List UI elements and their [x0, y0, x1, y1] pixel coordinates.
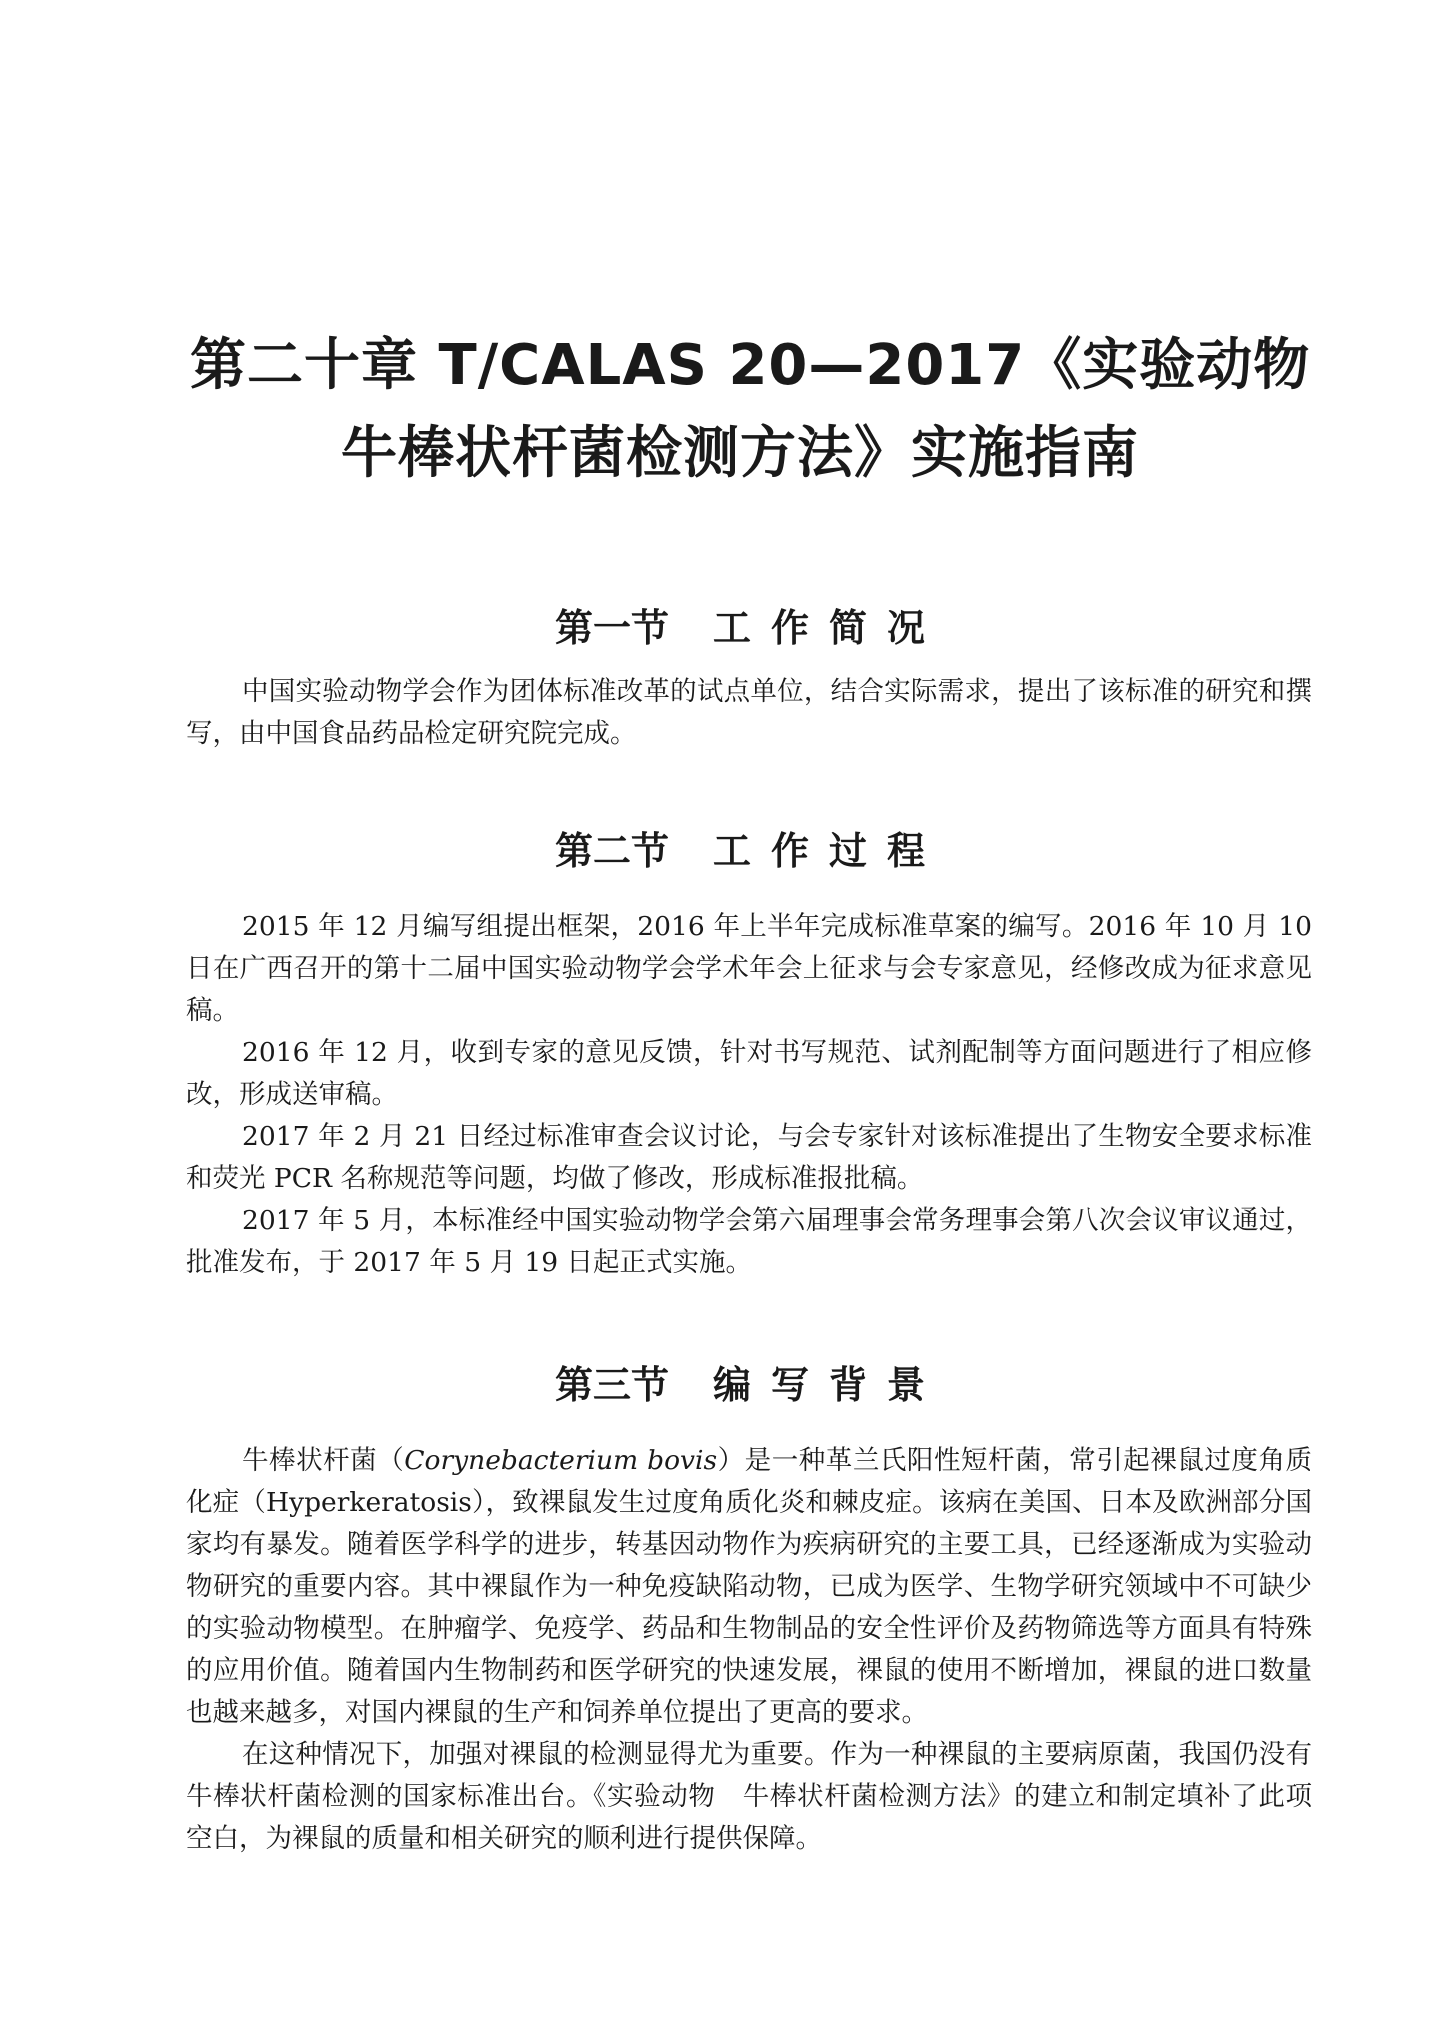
paragraph: 2016 年 12 月，收到专家的意见反馈，针对书写规范、试剂配制等方面问题进行了相应修改，形成送审稿。: [186, 1037, 1312, 1110]
paragraph: [186, 1440, 1312, 1734]
section-1-name: 工作简况: [713, 606, 946, 650]
text-run: ）是一种革兰氏阳性短杆菌，常引起裸鼠过度角质化症（Hyperkeratosis），致裸鼠发生过度角质化炎和棘皮症。该病在美国、日本及欧洲部分国家均有暴发。随着医学科学的进步，转基因动物作为疾病研究的主要工具，已经逐渐成为实验动物研究的重要内容。其中裸鼠作为一种免疫缺陷动物，已成为医学、生物学研究领域中不可缺少的实验动物模型。在肿瘤学、免疫学、药品和生物制品的安全性评价及药物筛选等方面具有特殊的应用价值。随着国内生物制药和医学研究的快速发展，裸鼠的使用不断增加，裸鼠的进口数量也越来越多，对国内裸鼠的生产和饲养单位提出了更高的要求。: [186, 1445, 1313, 1728]
section-1-heading: [188, 603, 1312, 653]
chapter-title-line-2: 牛棒状杆菌检测方法》实施指南: [341, 421, 1139, 486]
section-3-number: 第三节: [554, 1363, 669, 1407]
section-2-name: 工作过程: [713, 829, 946, 873]
section-1-number: 第一节: [554, 606, 669, 650]
chapter-title: [190, 322, 1311, 498]
section-2-number: 第二节: [554, 829, 669, 873]
paragraph: 中国实验动物学会作为团体标准改革的试点单位，结合实际需求，提出了该标准的研究和撰写，由中国食品药品检定研究院完成。: [186, 676, 1312, 749]
section-3-body: [186, 1440, 1312, 1860]
text-run: 牛棒状杆菌（: [242, 1445, 405, 1476]
section-2-heading: [188, 826, 1312, 876]
paragraph: 2017 年 5 月，本标准经中国实验动物学会第六届理事会常务理事会第八次会议审议通过，批准发布，于 2017 年 5 月 19 日起正式实施。: [186, 1205, 1312, 1278]
paragraph: 2015 年 12 月编写组提出框架，2016 年上半年完成标准草案的编写。2016 年 10 月 10 日在广西召开的第十二届中国实验动物学会学术年会上征求与会专家意见，经修改成为征求意见稿。: [186, 911, 1312, 1026]
section-2-body: [186, 906, 1312, 1284]
section-3-heading: [188, 1360, 1312, 1410]
section-1-body: [186, 671, 1312, 755]
paragraph: 2017 年 2 月 21 日经过标准审查会议讨论，与会专家针对该标准提出了生物安全要求标准和荧光 PCR 名称规范等问题，均做了修改，形成标准报批稿。: [186, 1121, 1312, 1194]
paragraph: 在这种情况下，加强对裸鼠的检测显得尤为重要。作为一种裸鼠的主要病原菌，我国仍没有牛棒状杆菌检测的国家标准出台。《实验动物 牛棒状杆菌检测方法》的建立和制定填补了此项空白，为裸鼠的质量和相关研究的顺利进行提供保障。: [186, 1739, 1312, 1854]
chapter-title-line-1: 第二十章 T/CALAS 20—2017《实验动物: [190, 333, 1311, 398]
latin-species-name: Corynebacterium bovis: [404, 1445, 718, 1476]
section-3-name: 编写背景: [713, 1363, 946, 1407]
